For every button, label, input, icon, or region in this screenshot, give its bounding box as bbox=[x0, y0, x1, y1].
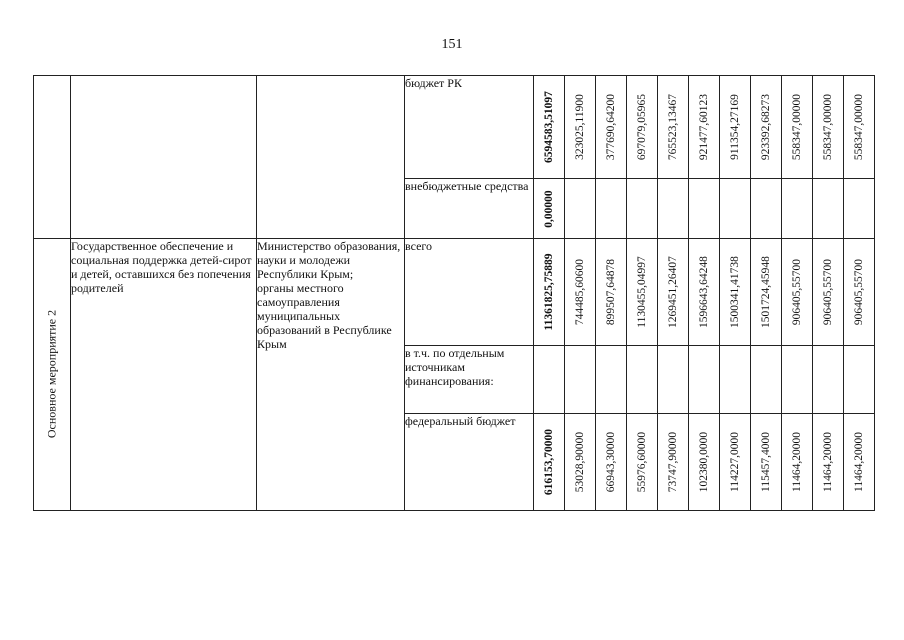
year-cell bbox=[689, 346, 720, 414]
year-value: 558347,00000 bbox=[791, 93, 803, 161]
measure-label-cell bbox=[34, 239, 71, 511]
year-value: 102380,0000 bbox=[698, 431, 710, 493]
year-cell bbox=[565, 76, 596, 179]
year-cell bbox=[782, 239, 813, 346]
total-value: 11361825,75889 bbox=[543, 253, 555, 331]
total-cell bbox=[534, 414, 565, 511]
year-cell bbox=[627, 239, 658, 346]
year-cell bbox=[658, 179, 689, 239]
year-cell bbox=[658, 239, 689, 346]
year-cell bbox=[751, 179, 782, 239]
year-cell bbox=[689, 239, 720, 346]
year-value: 899507,64878 bbox=[605, 258, 617, 326]
total-cell bbox=[534, 346, 565, 414]
total-value: 0,00000 bbox=[543, 189, 555, 228]
year-cell bbox=[720, 414, 751, 511]
year-value: 921477,60123 bbox=[698, 93, 710, 161]
year-value: 11464,20000 bbox=[822, 432, 834, 492]
year-value: 377690,64200 bbox=[605, 93, 617, 161]
total-cell bbox=[534, 179, 565, 239]
year-value: 744485,60600 bbox=[574, 258, 586, 326]
year-cell bbox=[596, 346, 627, 414]
year-value: 906405,55700 bbox=[853, 258, 865, 326]
total-value: 6594583,51097 bbox=[543, 91, 555, 163]
source-cell: бюджет РК bbox=[405, 76, 534, 179]
table-row bbox=[34, 239, 875, 346]
executor-cell-empty bbox=[257, 76, 405, 239]
source-cell: всего bbox=[405, 239, 534, 346]
year-value: 765523,13467 bbox=[667, 93, 679, 161]
year-cell bbox=[689, 76, 720, 179]
year-value: 323025,11900 bbox=[574, 94, 586, 160]
year-cell bbox=[565, 414, 596, 511]
year-cell bbox=[844, 346, 875, 414]
year-cell bbox=[658, 414, 689, 511]
year-value: 11464,20000 bbox=[853, 432, 865, 492]
year-cell bbox=[813, 346, 844, 414]
measure-label-cell-empty bbox=[34, 76, 71, 239]
budget-table bbox=[33, 75, 875, 511]
year-value: 911354,27169 bbox=[729, 94, 741, 160]
year-cell bbox=[658, 346, 689, 414]
year-value: 55976,60000 bbox=[636, 431, 648, 493]
year-cell bbox=[596, 179, 627, 239]
total-cell bbox=[534, 76, 565, 179]
year-cell bbox=[782, 346, 813, 414]
year-cell bbox=[813, 76, 844, 179]
year-cell bbox=[658, 76, 689, 179]
year-cell bbox=[720, 239, 751, 346]
year-cell bbox=[720, 346, 751, 414]
year-value: 114227,0000 bbox=[729, 432, 741, 492]
year-cell bbox=[844, 179, 875, 239]
year-value: 66943,30000 bbox=[605, 431, 617, 493]
year-value: 115457,4000 bbox=[760, 432, 772, 492]
year-cell bbox=[844, 414, 875, 511]
source-cell: федеральный бюджет bbox=[405, 414, 534, 511]
year-cell bbox=[813, 414, 844, 511]
executor-name: Министерство образования, науки и молодежи Республики Крым; органы местного самоуправления муниципальных образований в Республике Крым bbox=[257, 239, 405, 511]
year-cell bbox=[627, 346, 658, 414]
year-value: 11464,20000 bbox=[791, 432, 803, 492]
year-cell bbox=[782, 414, 813, 511]
source-cell: в т.ч. по отдельным источникам финансирования: bbox=[405, 346, 534, 414]
year-cell bbox=[596, 414, 627, 511]
year-value: 558347,00000 bbox=[853, 93, 865, 161]
year-cell bbox=[596, 239, 627, 346]
year-value: 558347,00000 bbox=[822, 93, 834, 161]
year-value: 53028,90000 bbox=[574, 431, 586, 493]
total-value: 616153,70000 bbox=[543, 428, 555, 496]
measure-name: Государственное обеспечение и социальная поддержка детей-сирот и детей, оставшихся без попечения родителей bbox=[71, 239, 257, 511]
measure-label: Основное мероприятие 2 bbox=[44, 309, 59, 439]
year-cell bbox=[751, 346, 782, 414]
year-cell bbox=[689, 179, 720, 239]
year-cell bbox=[565, 179, 596, 239]
year-cell bbox=[627, 76, 658, 179]
year-value: 1269451,26407 bbox=[667, 256, 679, 328]
year-value: 1501724,45948 bbox=[760, 256, 772, 328]
year-value: 1130455,04997 bbox=[636, 256, 648, 328]
year-cell bbox=[720, 76, 751, 179]
source-cell: внебюджетные средства bbox=[405, 179, 534, 239]
year-value: 923392,68273 bbox=[760, 93, 772, 161]
year-value: 906405,55700 bbox=[791, 258, 803, 326]
year-value: 73747,90000 bbox=[667, 431, 679, 493]
year-value: 1596643,64248 bbox=[698, 256, 710, 328]
year-value: 697079,05965 bbox=[636, 93, 648, 161]
year-cell bbox=[565, 239, 596, 346]
year-cell bbox=[844, 76, 875, 179]
year-cell bbox=[627, 414, 658, 511]
year-value: 906405,55700 bbox=[822, 258, 834, 326]
total-cell bbox=[534, 239, 565, 346]
page-number: 151 bbox=[441, 37, 463, 52]
year-cell bbox=[720, 179, 751, 239]
year-cell bbox=[782, 179, 813, 239]
table-row bbox=[34, 76, 875, 179]
measure-name-cell-empty bbox=[71, 76, 257, 239]
year-cell bbox=[565, 346, 596, 414]
year-cell bbox=[751, 76, 782, 179]
year-cell bbox=[751, 414, 782, 511]
year-cell bbox=[813, 239, 844, 346]
year-cell bbox=[782, 76, 813, 179]
year-cell bbox=[844, 239, 875, 346]
year-value: 1500341,41738 bbox=[729, 256, 741, 328]
year-cell bbox=[751, 239, 782, 346]
year-cell bbox=[627, 179, 658, 239]
year-cell bbox=[596, 76, 627, 179]
year-cell bbox=[689, 414, 720, 511]
year-cell bbox=[813, 179, 844, 239]
